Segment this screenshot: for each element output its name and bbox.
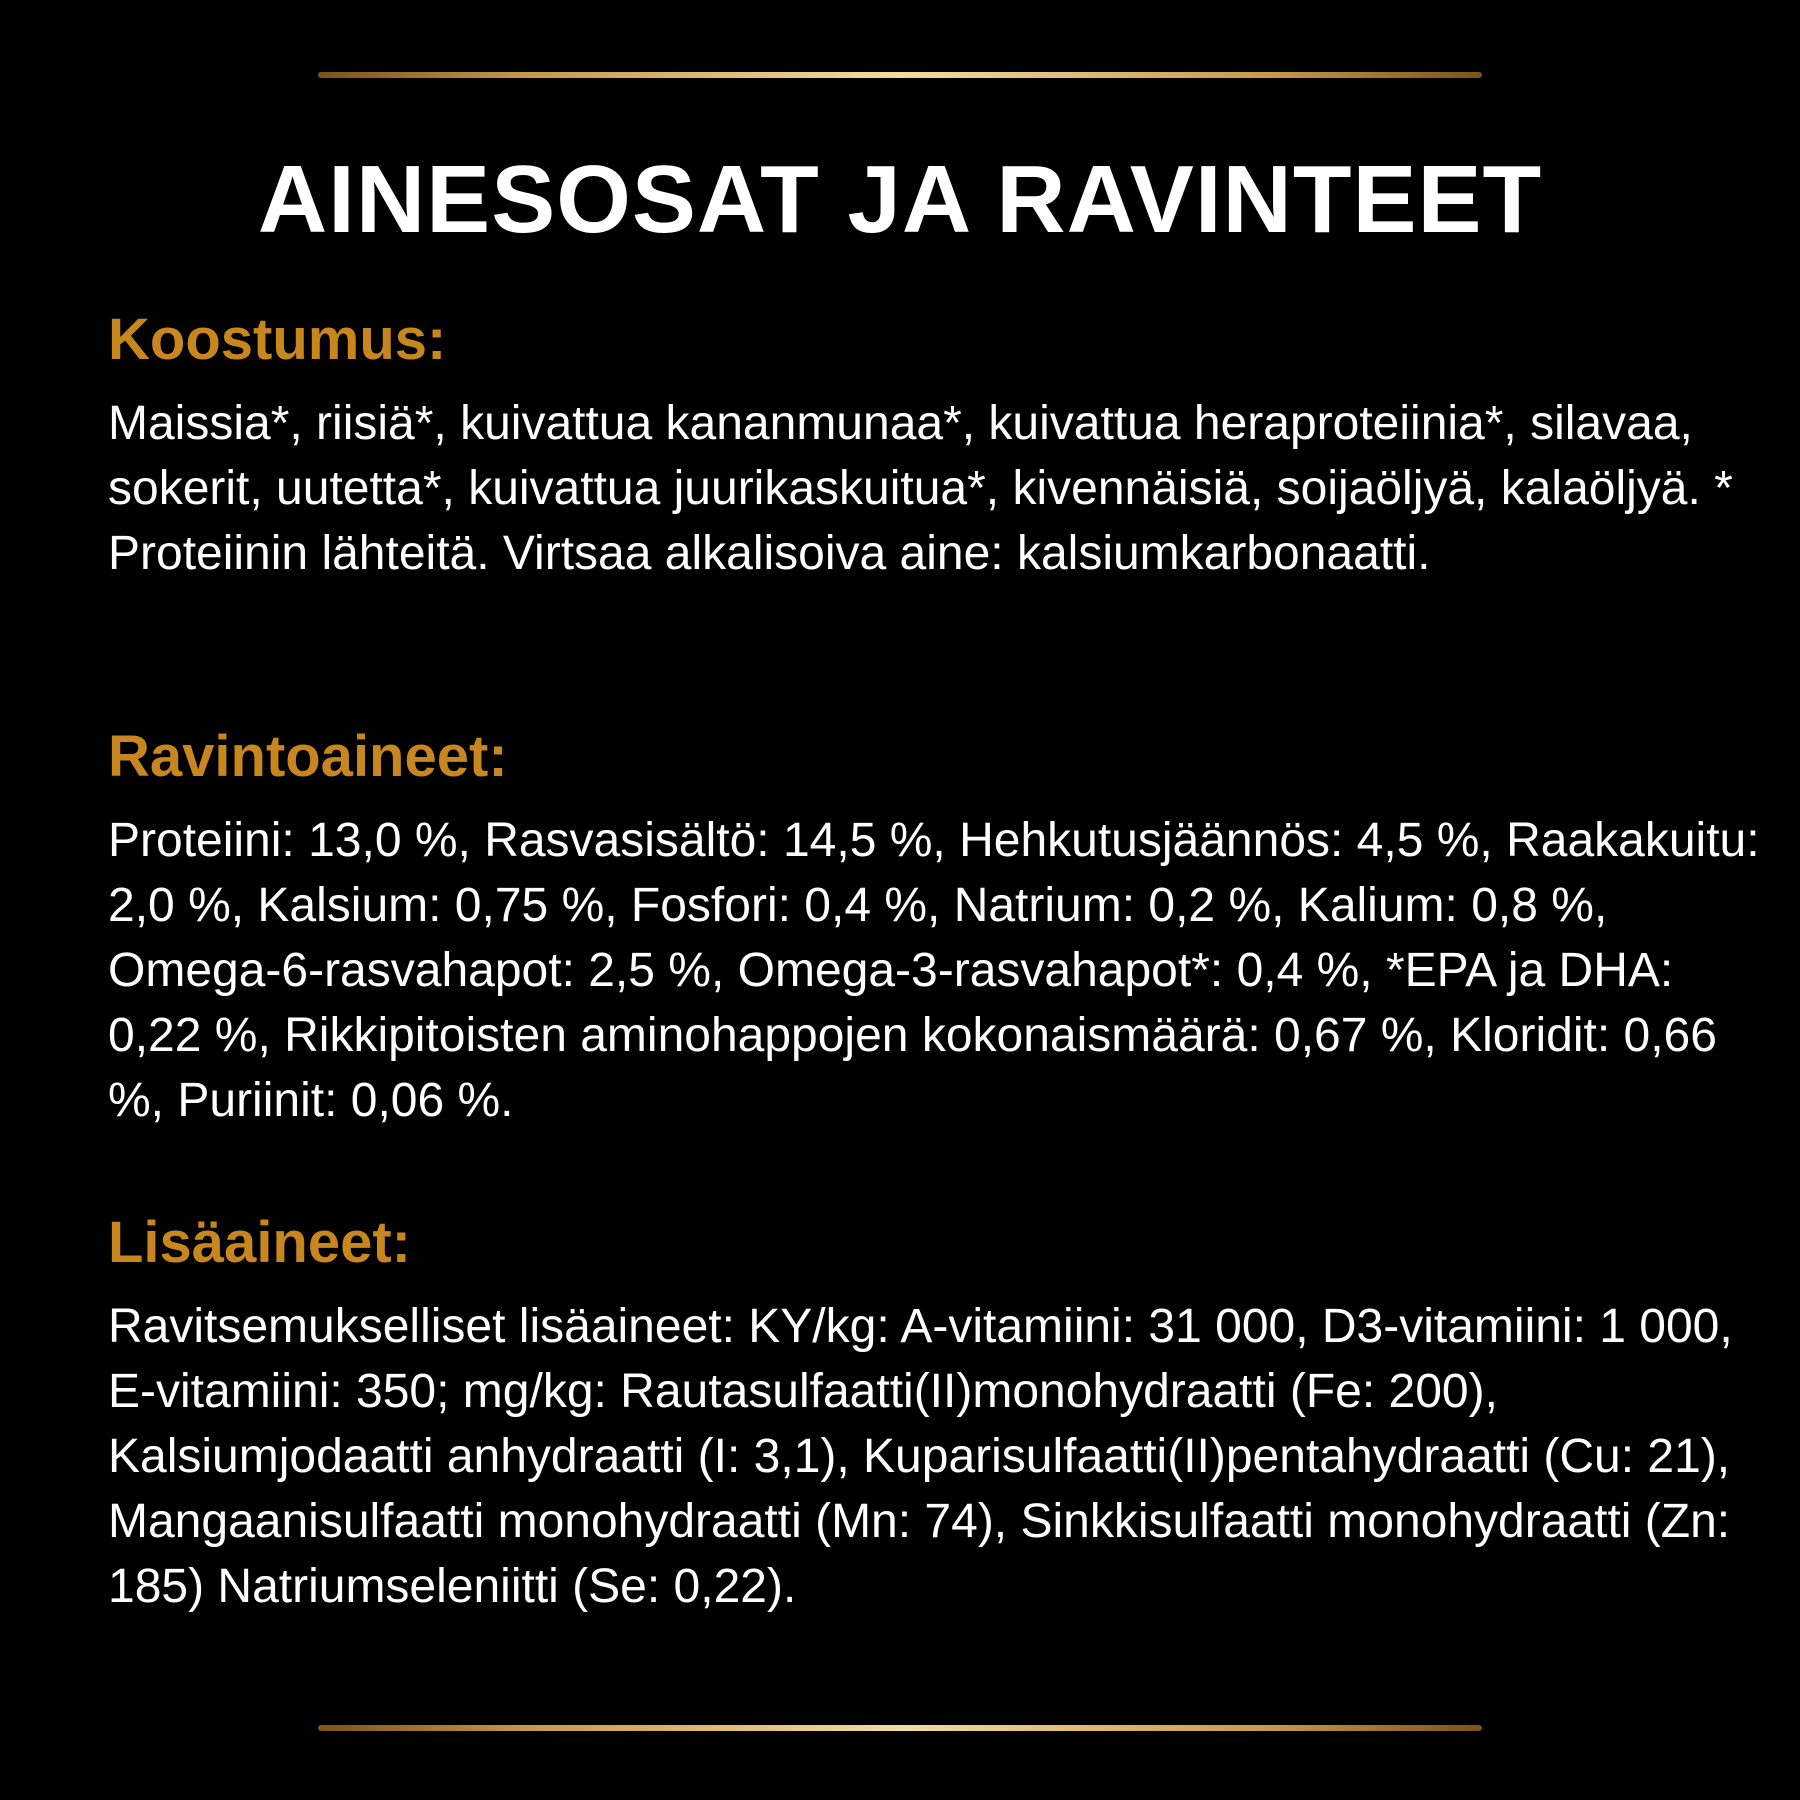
nutrients-section (108, 722, 1768, 1133)
additives-text: Ravitsemukselliset lisäaineet: KY/kg: A-vitamiini: 31 000, D3-vitamiini: 1 000, E-vitamiini: 350; mg/kg: Rautasulfaatti(II)monohydraatti (Fe: 200), Kalsiumjodaatti anhydraatti (I: 3,1), Kuparisulfaatti(II)pentahydraatti (Cu: 21), Mangaanisulfaatti monohydraatti (Mn: 74), Sinkkisulfaatti monohydraatti (Zn: 185) Natriumseleniitti (Se: 0,22). (108, 1300, 1733, 1613)
additives-section (108, 1208, 1768, 1619)
composition-text: Maissia*, riisiä*, kuivattua kananmunaa*, kuivattua heraproteiinia*, silavaa, sokerit, uutetta*, kuivattua juurikaskuitua*, kivennäisiä, soijaöljyä, kalaöljyä. * Proteiinin lähteitä. Virtsaa alkalisoiva aine: kalsiumkarbonaatti. (108, 397, 1733, 580)
additives-heading: Lisäaineet: (108, 1210, 411, 1275)
composition-section (108, 305, 1768, 586)
page-title: AINESOSAT JA RAVINTEET (257, 146, 1543, 253)
top-gold-divider (318, 72, 1482, 78)
bottom-gold-divider (318, 1725, 1482, 1731)
nutrients-text: Proteiini: 13,0 %, Rasvasisältö: 14,5 %, Hehkutusjäännös: 4,5 %, Raakakuitu: 2,0 %, Kalsium: 0,75 %, Fosfori: 0,4 %, Natrium: 0,2 %, Kalium: 0,8 %, Omega-6-rasvahapot: 2,5 %, Omega-3-rasvahapot*: 0,4 %, *EPA ja DHA: 0,22 %, Rikkipitoisten aminohappojen kokonaismäärä: 0,67 %, Kloridit: 0,66 %, Puriinit: 0,06 %. (108, 814, 1760, 1127)
composition-heading: Koostumus: (108, 307, 447, 372)
nutrients-heading: Ravintoaineet: (108, 724, 508, 789)
